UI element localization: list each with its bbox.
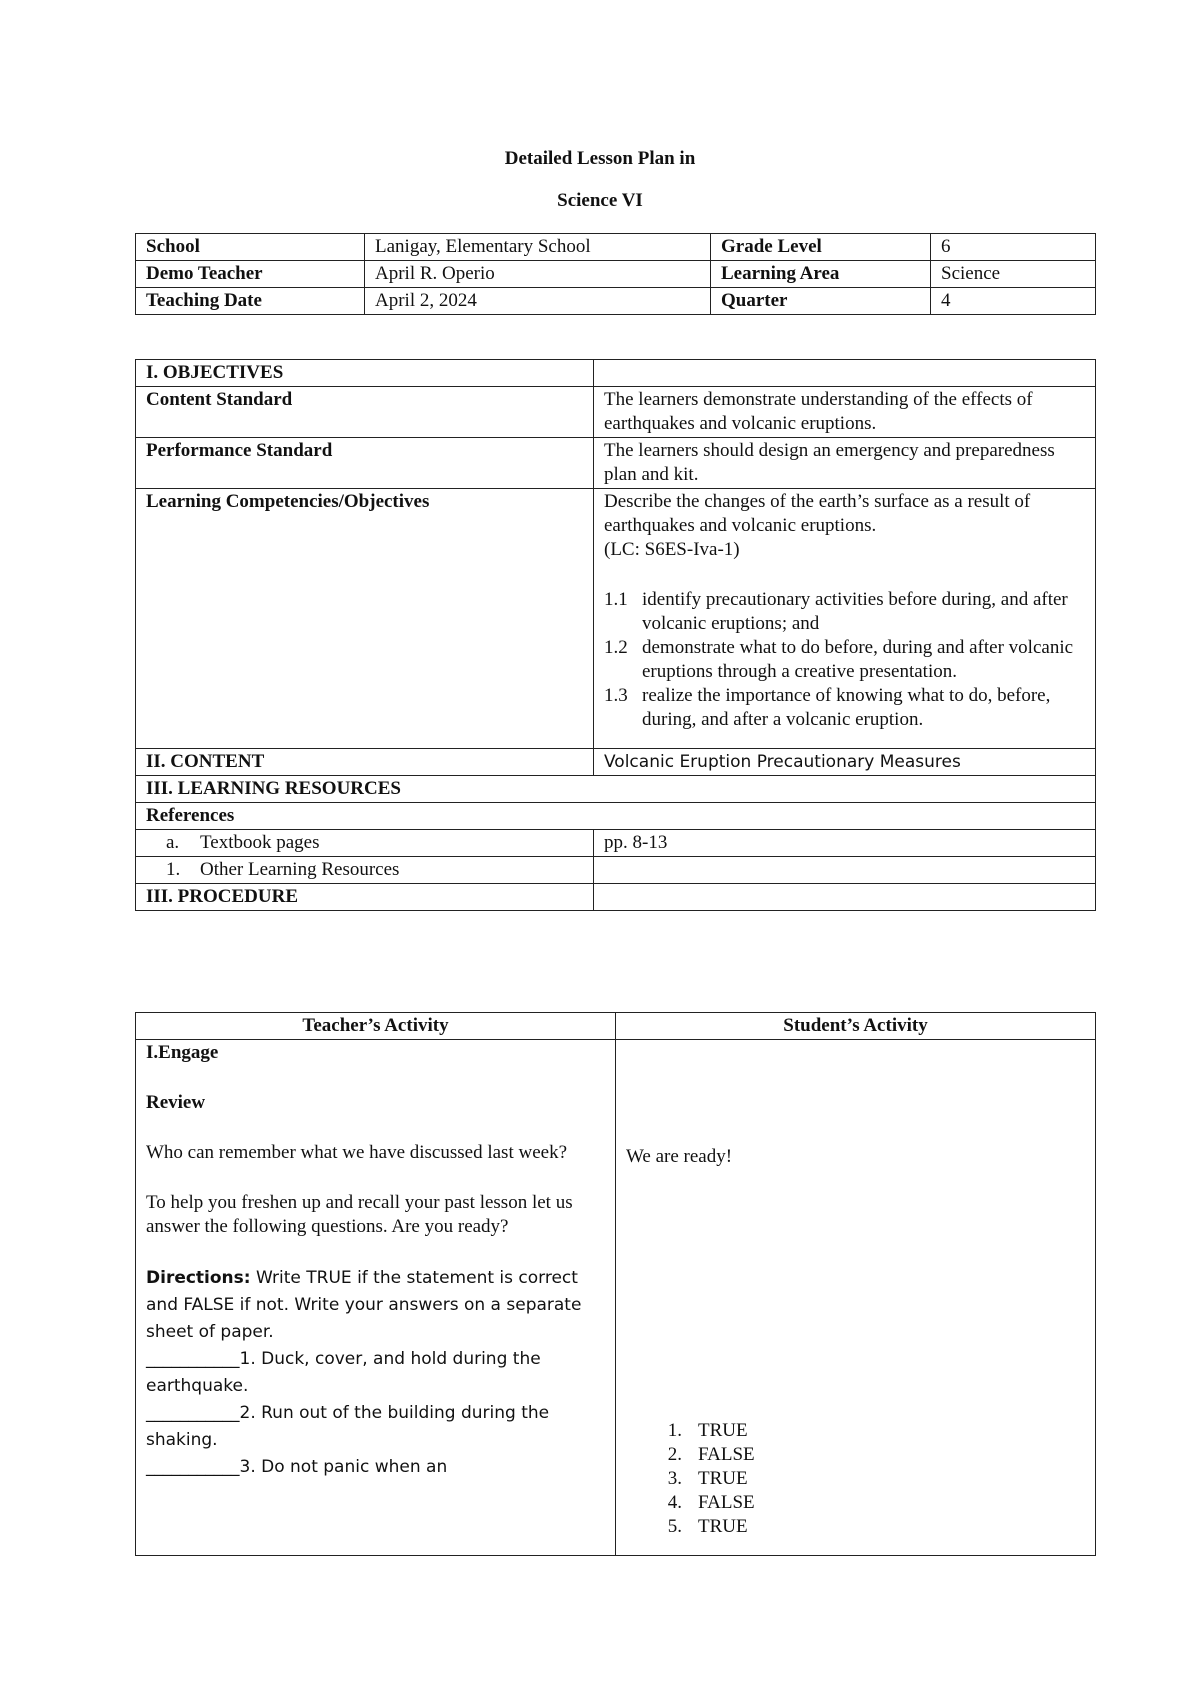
grade-level-value: 6	[931, 234, 1096, 261]
references-label: References	[136, 803, 1096, 830]
list-item: 2. FALSE	[667, 1444, 755, 1465]
student-activity-header: Student’s Activity	[616, 1013, 1096, 1040]
competencies-cell	[594, 489, 1096, 749]
textbook-pages-row: a. Textbook pages	[136, 830, 594, 857]
document-title: Detailed Lesson Plan in	[504, 148, 696, 169]
other-resources-label: Other Learning Resources	[200, 859, 400, 880]
content-standard-value: The learners demonstrate understanding of the effects of earthquakes and volcanic eruptions.	[594, 387, 1096, 438]
grade-level-label: Grade Level	[711, 234, 931, 261]
performance-standard-value: The learners should design an emergency and preparedness plan and kit.	[594, 438, 1096, 489]
quiz-item: ___________3. Do not panic when an	[146, 1457, 448, 1477]
teaching-date-value: April 2, 2024	[365, 288, 711, 315]
quiz-item: ___________2. Run out of the building during the shaking.	[146, 1403, 550, 1450]
student-reply: We are ready!	[626, 1146, 733, 1167]
content-standard-label: Content Standard	[136, 387, 594, 438]
quarter-value: 4	[931, 288, 1096, 315]
demo-teacher-label: Demo Teacher	[136, 261, 365, 288]
learning-area-label: Learning Area	[711, 261, 931, 288]
list-item: 5. TRUE	[667, 1516, 748, 1537]
competencies-label: Learning Competencies/Objectives	[136, 489, 594, 749]
document-subtitle: Science VI	[557, 190, 643, 211]
teaching-date-label: Teaching Date	[136, 288, 365, 315]
list-item: 4. FALSE	[667, 1492, 755, 1513]
quarter-label: Quarter	[711, 288, 931, 315]
demo-teacher-value: April R. Operio	[365, 261, 711, 288]
competencies-intro: Describe the changes of the earth’s surface as a result of earthquakes and volcanic eruptions.	[604, 491, 1031, 536]
performance-standard-label: Performance Standard	[136, 438, 594, 489]
quiz-item: ___________1. Duck, cover, and hold during the earthquake.	[146, 1349, 541, 1396]
other-resources-row: 1. Other Learning Resources	[136, 857, 594, 884]
textbook-pages-value: pp. 8-13	[594, 830, 1096, 857]
teacher-activity-header: Teacher’s Activity	[136, 1013, 616, 1040]
teacher-activity-cell	[136, 1040, 616, 1556]
learning-resources-heading: III. LEARNING RESOURCES	[136, 776, 1096, 803]
content-heading: II. CONTENT	[136, 749, 594, 776]
info-table	[135, 233, 1096, 315]
objectives-heading: I. OBJECTIVES	[136, 360, 594, 387]
school-value: Lanigay, Elementary School	[365, 234, 711, 261]
question-2: To help you freshen up and recall your past lesson let us answer the following questions. Are you ready?	[146, 1192, 573, 1237]
engage-heading: I.Engage	[146, 1042, 219, 1063]
procedure-heading: III. PROCEDURE	[136, 884, 594, 911]
list-item: 3. TRUE	[667, 1468, 748, 1489]
student-activity-cell	[616, 1040, 1096, 1556]
directions-text: Write TRUE if the statement is correct and FALSE if not. Write your answers on a separate sheet of paper.	[146, 1268, 582, 1342]
activity-table	[135, 1012, 1096, 1556]
list-item: 1.2 demonstrate what to do before, during and after volcanic eruptions through a creative presentation.	[604, 637, 1074, 682]
list-item: 1.3 realize the importance of knowing what to do, before, during, and after a volcanic eruption.	[604, 685, 1051, 730]
competencies-list	[604, 588, 1085, 732]
list-item: 1.1 identify precautionary activities before during, and after volcanic eruptions; and	[604, 589, 1068, 634]
review-heading: Review	[146, 1092, 206, 1113]
content-value: Volcanic Eruption Precautionary Measures	[594, 749, 1096, 776]
competencies-code: (LC: S6ES-Iva-1)	[604, 539, 740, 560]
directions-label: Directions:	[146, 1268, 251, 1288]
lesson-plan-table	[135, 359, 1096, 911]
learning-area-value: Science	[931, 261, 1096, 288]
directions	[146, 1265, 605, 1346]
question-1: Who can remember what we have discussed last week?	[146, 1142, 567, 1163]
textbook-pages-label: Textbook pages	[200, 832, 320, 853]
school-label: School	[136, 234, 365, 261]
answer-list	[626, 1419, 1085, 1539]
list-item: 1. TRUE	[667, 1420, 748, 1441]
